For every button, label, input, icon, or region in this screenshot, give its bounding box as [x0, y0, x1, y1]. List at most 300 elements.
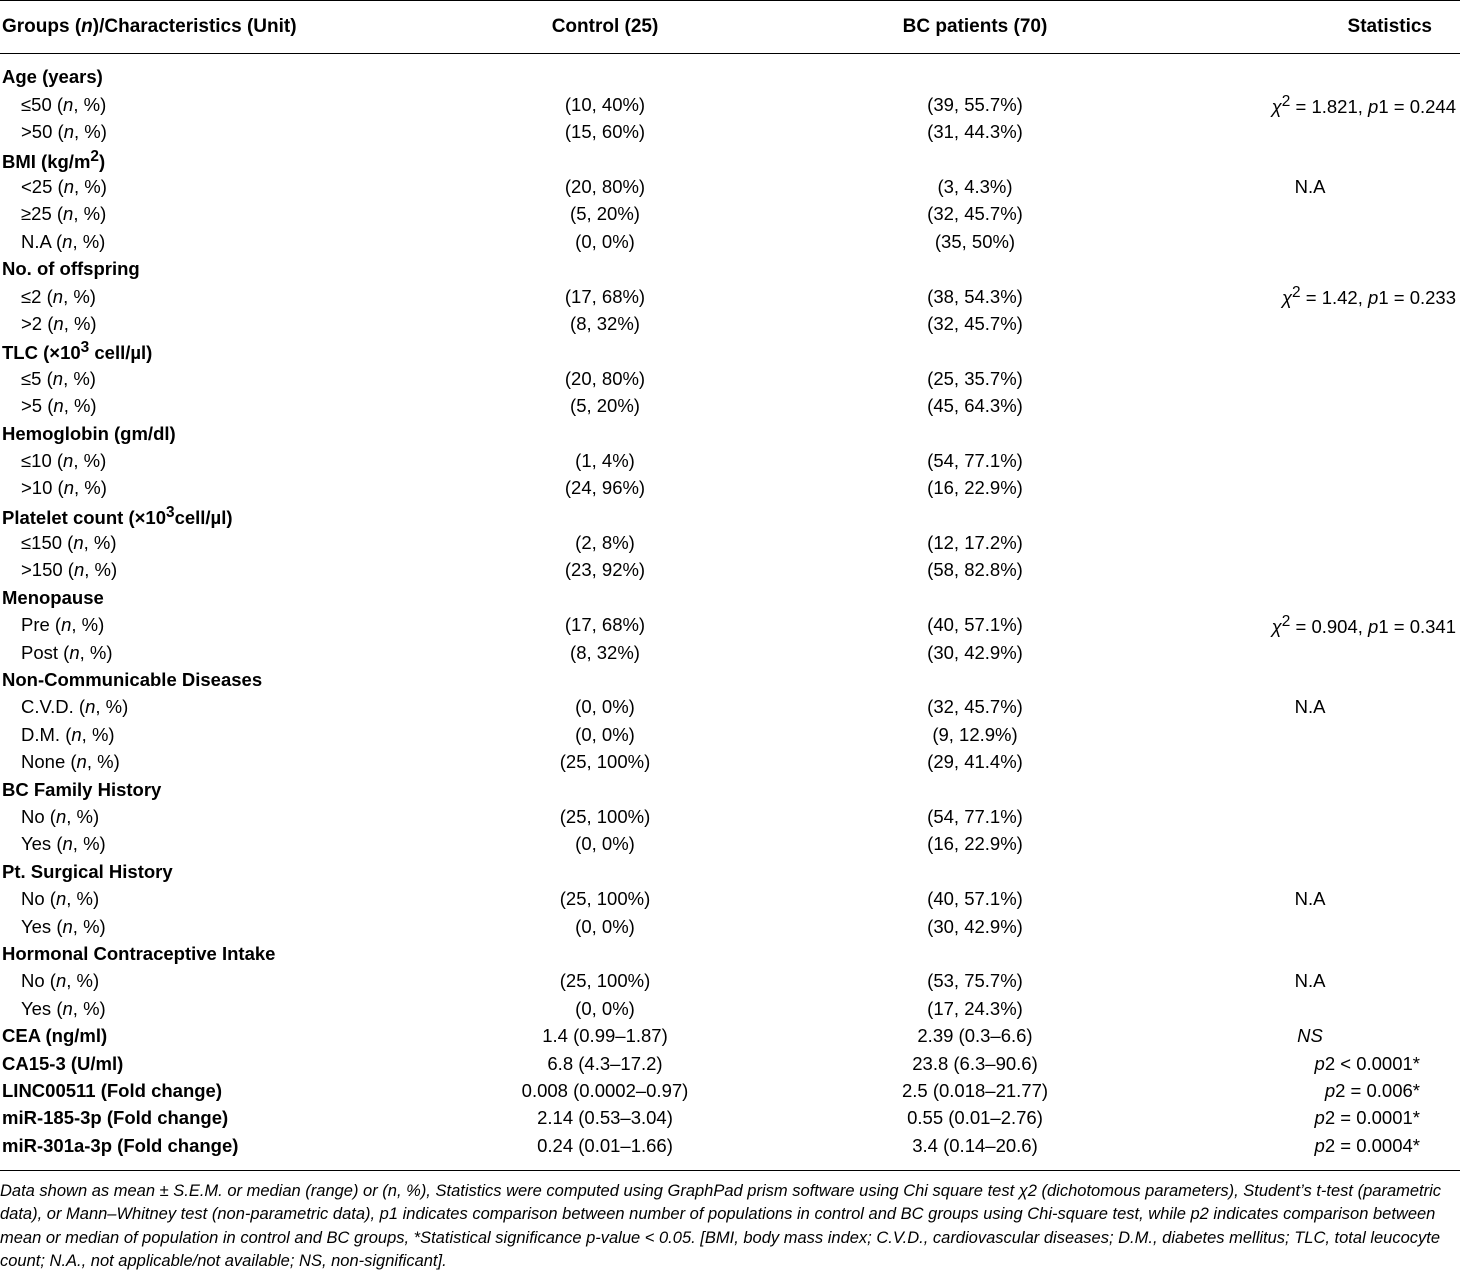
table-row	[0, 612, 1460, 639]
control-value: (17, 68%)	[564, 285, 646, 307]
table-header	[0, 1, 1460, 54]
characteristic-label: ≤10	[21, 449, 52, 471]
suffix-close: , %)	[74, 176, 107, 197]
characteristic-label: >150	[21, 559, 63, 581]
characteristic-cell	[0, 502, 420, 529]
bc-value: 2.39 (0.3–6.6)	[917, 1025, 1033, 1047]
suffix-close: , %)	[71, 614, 105, 636]
bc-value: (40, 57.1%)	[927, 888, 1023, 910]
table-row	[0, 749, 1460, 776]
statistics-value	[1160, 831, 1460, 858]
suffix-open: (	[50, 230, 63, 252]
characteristic-cell	[0, 1105, 420, 1132]
measure-row	[0, 1077, 1460, 1104]
p-label: p	[1314, 1107, 1325, 1129]
statistics-value	[1160, 639, 1460, 666]
bc-value: (30, 42.9%)	[927, 915, 1023, 937]
characteristic-cell	[0, 995, 420, 1022]
table-row	[0, 475, 1460, 502]
characteristic-cell	[0, 447, 420, 474]
stat-text: N.A	[1294, 176, 1326, 197]
group-row	[0, 584, 1460, 611]
suffix-close: , %)	[81, 723, 115, 745]
suffix-close: , %)	[63, 285, 96, 307]
control-value: (0, 0%)	[575, 997, 635, 1019]
bc-value	[790, 256, 1160, 283]
statistics-value	[1160, 557, 1460, 584]
characteristic-label: Platelet count (×10	[2, 506, 166, 528]
characteristic-label: >2	[21, 312, 43, 334]
measure-row	[0, 1105, 1460, 1132]
statistics-value	[1160, 530, 1460, 557]
suffix-close: , %)	[72, 997, 106, 1019]
characteristic-cell	[0, 721, 420, 748]
statistics-value	[1160, 365, 1460, 392]
control-value: (20, 80%)	[564, 367, 646, 389]
bc-value	[790, 54, 1160, 92]
bc-value	[790, 667, 1160, 694]
characteristic-label: miR-301a-3p (Fold change)	[2, 1134, 239, 1156]
suffix-n: n	[52, 367, 64, 389]
characteristic-label: ≤150	[21, 532, 63, 554]
suffix-open: (	[73, 696, 86, 718]
suffix-close: , %)	[72, 833, 106, 855]
chi-superscript: 2	[1292, 284, 1301, 302]
characteristic-label: No	[21, 888, 45, 910]
table-row	[0, 228, 1460, 255]
statistics-value	[1160, 1132, 1460, 1170]
suffix-n: n	[55, 805, 67, 827]
p-label: p	[1324, 1079, 1336, 1101]
characteristic-cell	[0, 530, 420, 557]
bc-value: (3, 4.3%)	[937, 176, 1013, 197]
suffix-n: n	[63, 176, 74, 197]
suffix-n: n	[63, 93, 74, 115]
suffix-close: , %)	[84, 559, 118, 581]
suffix-n: n	[55, 888, 67, 910]
statistics-value	[1160, 475, 1460, 502]
suffix-n: n	[63, 477, 74, 499]
suffix-close: , %)	[66, 888, 100, 910]
control-value: (0, 0%)	[575, 723, 635, 745]
table-row	[0, 968, 1460, 995]
characteristic-cell	[0, 201, 420, 228]
suffix-open: (	[51, 915, 63, 937]
characteristic-label: LINC00511 (Fold change)	[2, 1079, 222, 1101]
characteristic-label: Pre	[21, 614, 50, 636]
control-value: (5, 20%)	[570, 203, 640, 225]
characteristic-cell	[0, 612, 420, 639]
characteristic-cell	[0, 1050, 420, 1077]
characteristic-cell	[0, 420, 420, 447]
chi-symbol: χ	[1271, 95, 1282, 117]
characteristic-cell	[0, 475, 420, 502]
statistics-value	[1160, 256, 1460, 283]
stat-text: N.A	[1294, 888, 1326, 910]
header-row	[0, 1, 1460, 54]
characteristic-cell	[0, 256, 420, 283]
statistics-value	[1160, 174, 1460, 201]
bc-value	[790, 776, 1160, 803]
characteristic-label: ≤5	[21, 367, 42, 389]
suffix-close: , %)	[95, 696, 129, 718]
header-col1-prefix: Groups (	[2, 16, 82, 37]
bc-value: (12, 17.2%)	[927, 532, 1023, 554]
chi-symbol: χ	[1281, 287, 1293, 309]
bc-value	[790, 584, 1160, 611]
characteristic-cell	[0, 968, 420, 995]
suffix-n: n	[73, 532, 84, 554]
control-value: (1, 4%)	[575, 449, 635, 471]
control-value: (25, 100%)	[559, 805, 651, 827]
suffix-open: (	[51, 449, 64, 471]
table-row	[0, 913, 1460, 940]
suffix-close: , %)	[86, 751, 120, 773]
statistics-value	[1160, 776, 1460, 803]
bc-value: (25, 35.7%)	[927, 367, 1023, 389]
characteristic-label: Non-Communicable Diseases	[2, 669, 263, 691]
suffix-open: (	[58, 641, 70, 663]
suffix-n: n	[52, 285, 64, 307]
characteristic-label: Yes	[21, 833, 52, 855]
table-row	[0, 995, 1460, 1022]
table-footnote: Data shown as mean ± S.E.M. or median (range) or (n, %), Statistics were computed using GraphPad prism software using Chi square test χ2 (dichotomous parameters), Student’s t-test (parametric data), or Mann–Whitney test (non-parametric data), p1 indicates comparison between number of populations in control and BC groups using Chi-square test, while p2 indicates comparison between mean or median of population in control and BC groups, *Statistical significance p-value < 0.05. [BMI, body mass index; C.V.D., cardiovascular diseases; D.M., diabetes mellitus; TLC, total leucocyte count; N.A., not applicable/not available; NS, non-significant].	[0, 1182, 1442, 1271]
group-row	[0, 502, 1460, 529]
control-value	[420, 584, 790, 611]
p-index: 1	[1378, 287, 1389, 309]
suffix-close: , %)	[73, 93, 107, 115]
statistics-value	[1160, 228, 1460, 255]
characteristic-label: ≤2	[21, 285, 42, 307]
control-value: (24, 96%)	[564, 477, 646, 499]
characteristic-cell	[0, 283, 420, 310]
characteristic-cell	[0, 1132, 420, 1170]
bc-value	[790, 420, 1160, 447]
statistics-value	[1160, 420, 1460, 447]
table-row	[0, 311, 1460, 338]
bc-value: (29, 41.4%)	[927, 751, 1023, 773]
characteristic-label: BC Family History	[2, 778, 162, 800]
bc-value: (40, 57.1%)	[927, 614, 1023, 636]
characteristic-cell	[0, 228, 420, 255]
suffix-close: , %)	[63, 395, 97, 417]
suffix-n: n	[63, 449, 74, 471]
p2-value: 0.0001*	[1356, 1107, 1420, 1129]
suffix-n: n	[71, 723, 82, 745]
characteristic-cell	[0, 119, 420, 146]
characteristic-cell	[0, 365, 420, 392]
suffix-close: , %)	[66, 970, 100, 992]
bc-value: (58, 82.8%)	[927, 559, 1023, 581]
characteristic-label: Pt. Surgical History	[2, 860, 173, 882]
suffix-open: (	[41, 367, 53, 389]
characteristic-cell	[0, 1077, 420, 1104]
label-suffix: cell/µl)	[89, 342, 153, 364]
table-row	[0, 365, 1460, 392]
statistics-value	[1160, 393, 1460, 420]
bc-value: (54, 77.1%)	[927, 805, 1023, 827]
suffix-n: n	[53, 312, 64, 334]
characteristic-cell	[0, 941, 420, 968]
suffix-close: , %)	[72, 915, 106, 937]
bc-value: (32, 45.7%)	[927, 203, 1023, 225]
suffix-open: (	[42, 395, 54, 417]
control-value	[420, 502, 790, 529]
label-superscript: 3	[165, 503, 175, 521]
characteristic-cell	[0, 1023, 420, 1050]
statistics-value	[1160, 119, 1460, 146]
suffix-close: , %)	[72, 230, 106, 252]
table-row	[0, 639, 1460, 666]
bc-value: (38, 54.3%)	[927, 285, 1023, 307]
p-index: 1	[1378, 95, 1389, 117]
bc-value: (53, 75.7%)	[927, 970, 1023, 992]
p1-value: 0.341	[1409, 616, 1456, 638]
control-value: (0, 0%)	[575, 833, 635, 855]
characteristic-label: Age (years)	[2, 66, 103, 88]
control-value: 1.4 (0.99–1.87)	[542, 1025, 668, 1047]
bc-value: (9, 12.9%)	[932, 723, 1018, 745]
control-value	[420, 858, 790, 885]
statistics-value	[1160, 338, 1460, 365]
p1-value: 0.244	[1409, 95, 1456, 117]
table-row	[0, 393, 1460, 420]
suffix-n: n	[76, 751, 87, 773]
characteristic-label: CEA (ng/ml)	[2, 1025, 108, 1047]
control-value: (25, 100%)	[559, 970, 651, 992]
suffix-n: n	[63, 121, 74, 143]
suffix-close: , %)	[63, 312, 97, 334]
group-row	[0, 420, 1460, 447]
suffix-close: , %)	[66, 805, 100, 827]
suffix-open: (	[62, 559, 74, 581]
group-row	[0, 941, 1460, 968]
characteristic-cell	[0, 311, 420, 338]
header-control: Control (25)	[420, 1, 790, 54]
table-row	[0, 174, 1460, 201]
bc-value: (31, 44.3%)	[927, 121, 1023, 143]
characteristic-cell	[0, 557, 420, 584]
chi-superscript: 2	[1281, 613, 1291, 631]
statistics-value	[1160, 667, 1460, 694]
control-value: (0, 0%)	[575, 915, 635, 937]
characteristic-cell	[0, 858, 420, 885]
characteristic-label: <25	[21, 176, 53, 197]
p2-operator: =	[1350, 1079, 1362, 1101]
group-row	[0, 256, 1460, 283]
suffix-n: n	[62, 230, 73, 252]
suffix-open: (	[65, 751, 77, 773]
bc-value: 2.5 (0.018–21.77)	[901, 1079, 1049, 1101]
group-row	[0, 146, 1460, 173]
control-value: (0, 0%)	[575, 230, 635, 252]
suffix-open: (	[52, 121, 64, 143]
statistics-value	[1160, 584, 1460, 611]
statistics-value	[1160, 749, 1460, 776]
p-label: p	[1314, 1052, 1325, 1074]
bc-value: (32, 45.7%)	[927, 312, 1023, 334]
control-value: (5, 20%)	[570, 395, 640, 417]
control-value: (10, 40%)	[564, 93, 646, 115]
p-label: p	[1368, 95, 1379, 117]
characteristic-label: TLC (×10	[2, 342, 81, 364]
p-index: 2	[1324, 1107, 1336, 1129]
header-statistics: Statistics	[1160, 1, 1460, 54]
suffix-open: (	[52, 477, 64, 499]
control-value	[420, 667, 790, 694]
suffix-open: (	[42, 312, 54, 334]
table-row	[0, 530, 1460, 557]
control-value: (8, 32%)	[570, 641, 640, 663]
bc-value: (54, 77.1%)	[927, 449, 1023, 471]
statistics-value	[1160, 1023, 1460, 1050]
control-value: (17, 68%)	[564, 614, 646, 636]
bc-value	[790, 858, 1160, 885]
group-row	[0, 338, 1460, 365]
control-value	[420, 146, 790, 173]
table-row	[0, 721, 1460, 748]
suffix-close: , %)	[73, 203, 107, 225]
control-value: (0, 0%)	[575, 696, 635, 718]
statistics-value: $\chi^2 = 0.904$, p1 = 0.341	[1271, 613, 1456, 638]
suffix-open: (	[51, 833, 63, 855]
suffix-open: (	[51, 203, 64, 225]
characteristic-cell	[0, 913, 420, 940]
bc-value: (35, 50%)	[934, 230, 1016, 252]
chi-value: 0.904	[1311, 616, 1358, 638]
control-value: 2.14 (0.53–3.04)	[537, 1107, 673, 1129]
table-row	[0, 201, 1460, 228]
suffix-close: , %)	[63, 367, 96, 389]
characteristic-label: No	[21, 805, 45, 827]
characteristic-label: N.A	[21, 230, 51, 252]
statistics-value	[1160, 54, 1460, 92]
bc-value: (17, 24.3%)	[927, 997, 1023, 1019]
statistics-value	[1160, 311, 1460, 338]
bc-value	[790, 338, 1160, 365]
statistics-value	[1160, 941, 1460, 968]
control-value: (20, 80%)	[564, 176, 646, 197]
characteristic-label: D.M.	[21, 723, 61, 745]
characteristic-label: Post	[21, 641, 59, 663]
label-superscript: 3	[80, 339, 90, 357]
characteristic-label: >50	[21, 121, 53, 143]
suffix-open: (	[44, 970, 56, 992]
p-label: p	[1368, 287, 1379, 309]
p2-operator: <	[1340, 1052, 1352, 1074]
chi-value: 1.42	[1321, 287, 1358, 309]
characteristic-label: ≤50	[21, 93, 52, 115]
characteristic-cell	[0, 91, 420, 118]
bc-value	[790, 146, 1160, 173]
suffix-open: (	[51, 93, 64, 115]
suffix-n: n	[53, 395, 64, 417]
table-row	[0, 831, 1460, 858]
bc-value: (16, 22.9%)	[927, 477, 1023, 499]
suffix-n: n	[62, 997, 73, 1019]
measure-row	[0, 1050, 1460, 1077]
characteristic-label: Menopause	[2, 586, 104, 608]
control-value: (25, 100%)	[559, 751, 651, 773]
suffix-open: (	[44, 805, 56, 827]
bc-value: 3.4 (0.14–20.6)	[790, 1132, 1160, 1170]
p-index: 1	[1378, 616, 1389, 638]
group-row	[0, 776, 1460, 803]
suffix-open: (	[49, 614, 62, 636]
statistics-value	[1160, 146, 1460, 173]
control-value: (25, 100%)	[559, 888, 651, 910]
characteristic-label: BMI (kg/m	[2, 150, 91, 172]
characteristic-cell	[0, 831, 420, 858]
characteristic-cell	[0, 146, 420, 173]
suffix-n: n	[62, 833, 73, 855]
control-value	[420, 256, 790, 283]
characteristic-cell	[0, 338, 420, 365]
control-value	[420, 54, 790, 92]
suffix-n: n	[63, 203, 74, 225]
characteristic-cell	[0, 174, 420, 201]
statistics-value	[1160, 995, 1460, 1022]
statistics-value	[1160, 968, 1460, 995]
characteristic-cell	[0, 584, 420, 611]
suffix-close: , %)	[74, 121, 107, 143]
characteristic-label: No	[21, 970, 45, 992]
characteristic-label: C.V.D.	[21, 696, 74, 718]
suffix-close: , %)	[73, 449, 107, 471]
table-body	[0, 54, 1460, 1171]
label-suffix: cell/µl)	[174, 506, 233, 528]
p1-value: 0.233	[1409, 287, 1456, 309]
statistics-value	[1160, 721, 1460, 748]
characteristic-label: Hemoglobin (gm/dl)	[2, 422, 176, 444]
characteristic-cell	[0, 54, 420, 92]
group-row	[0, 54, 1460, 92]
suffix-n: n	[73, 559, 85, 581]
characteristic-label: >5	[21, 395, 43, 417]
p-index: 2	[1324, 1134, 1336, 1156]
stat-text: N.A	[1294, 696, 1326, 718]
p2-value: 0.006*	[1366, 1079, 1420, 1101]
characteristic-label: None	[21, 751, 66, 773]
characteristic-cell	[0, 667, 420, 694]
suffix-open: (	[44, 888, 56, 910]
label-superscript: 2	[90, 147, 99, 165]
suffix-n: n	[69, 641, 80, 663]
control-value: (15, 60%)	[564, 121, 646, 143]
statistics-value	[1160, 913, 1460, 940]
p-label: p	[1368, 616, 1379, 638]
p-index: 2	[1324, 1052, 1336, 1074]
characteristic-cell	[0, 886, 420, 913]
table-row	[0, 91, 1460, 118]
stat-ns: NS	[1297, 1025, 1323, 1047]
bc-value: (39, 55.7%)	[927, 93, 1023, 115]
table-row	[0, 804, 1460, 831]
table-row	[0, 283, 1460, 310]
bc-value: 0.55 (0.01–2.76)	[907, 1107, 1043, 1129]
control-value: 0.008 (0.0002–0.97)	[521, 1079, 689, 1101]
suffix-open: (	[41, 285, 53, 307]
characteristic-cell	[0, 776, 420, 803]
chi-symbol: χ	[1271, 616, 1282, 638]
stat-text: N.A	[1294, 970, 1326, 992]
group-row	[0, 667, 1460, 694]
statistics-value	[1160, 1050, 1460, 1077]
table-row	[0, 119, 1460, 146]
statistics-value	[1160, 694, 1460, 721]
bc-value	[790, 502, 1160, 529]
statistics-value	[1160, 201, 1460, 228]
